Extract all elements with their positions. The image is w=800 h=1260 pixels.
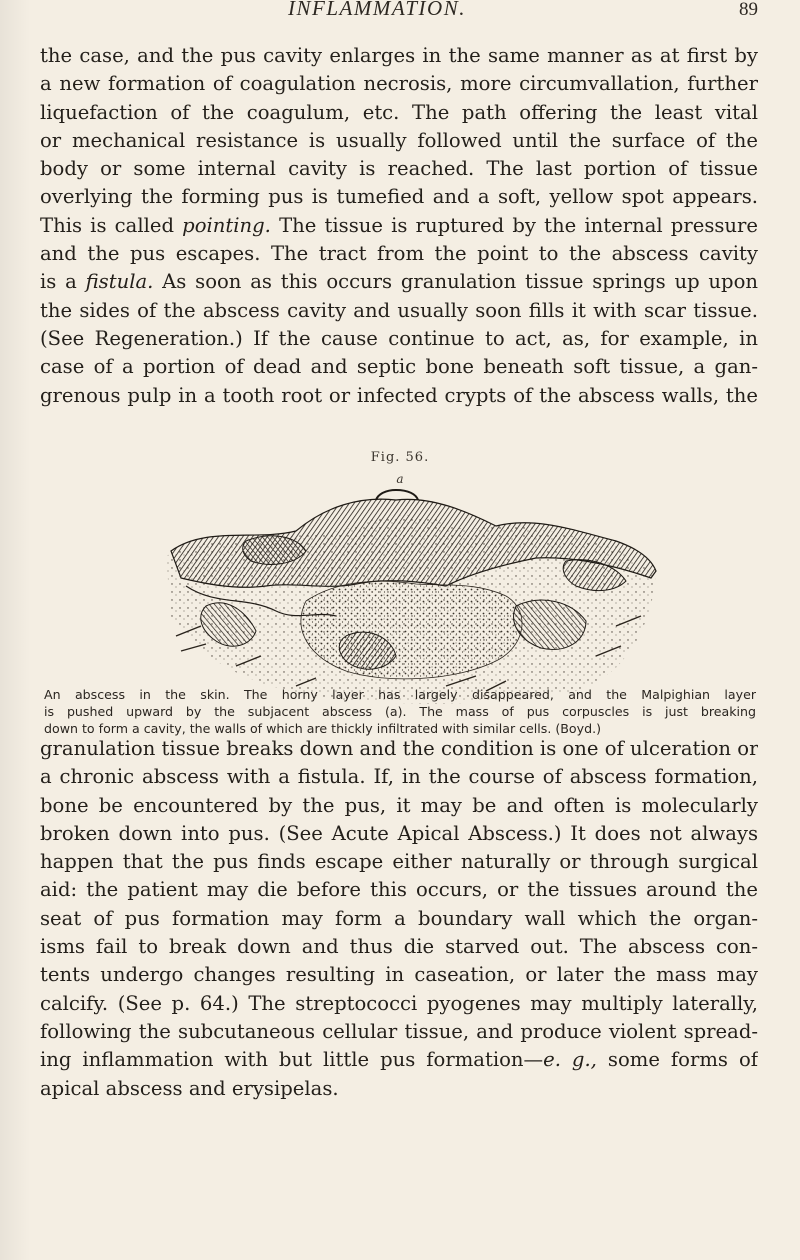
page-header [0, 0, 800, 24]
caption-line: down to form a cavity, the walls of which are thickly infiltrated with similar cells. (Boyd.) [44, 721, 601, 736]
text-line [40, 212, 758, 240]
text-line: tents undergo changes resulting in caseation, or later the mass may [40, 963, 758, 987]
term-fistula: fistula. [85, 270, 154, 294]
text-fragment: The tissue is ruptured by the internal pressure [270, 213, 758, 237]
page-number: 89 [739, 0, 758, 20]
text-line: grenous pulp in a tooth root or infected crypts of the abscess walls, the [40, 383, 758, 407]
text-fragment: ing inflammation with but little pus formation— [40, 1048, 544, 1072]
text-line: calcify. (See p. 64.) The streptococci pyogenes may multiply laterally, [40, 991, 758, 1015]
text-line: happen that the pus finds escape either naturally or through surgical [40, 850, 758, 874]
fiber-strokes [376, 490, 418, 500]
text-line: a new formation of coagulation necrosis, more circumvallation, further [40, 72, 758, 96]
running-title: INFLAMMATION. [288, 0, 466, 20]
figure-caption [44, 686, 756, 737]
text-line: seat of pus formation may form a boundary wall which the organ- [40, 906, 758, 930]
text-line: granulation tissue breaks down and the condition is one of ulceration or [40, 737, 758, 760]
text-line [40, 268, 758, 296]
abbrev-eg: e. g., [543, 1048, 597, 1072]
text-line: the sides of the abscess cavity and usually soon fills it with scar tissue. [40, 298, 758, 322]
text-line: and the pus escapes. The tract from the point to the abscess cavity [40, 242, 758, 266]
text-fragment: some forms of [596, 1048, 758, 1072]
text-fragment: is a [40, 270, 86, 294]
paragraph-1 [40, 42, 758, 410]
text-line: isms fail to break down and thus die starved out. The abscess con- [40, 935, 758, 959]
caption-line: An abscess in the skin. The horny layer has largely disappeared, and the Malpighian layer [44, 687, 756, 702]
text-line: apical abscess and erysipelas. [40, 1076, 339, 1100]
pus-mass [301, 581, 522, 679]
text-line: broken down into pus. (See Acute Apical Abscess.) It does not always [40, 821, 758, 845]
text-line: aid: the patient may die before this occurs, or the tissues around the [40, 878, 758, 902]
text-line: the case, and the pus cavity enlarges in the same manner as at first by [40, 44, 758, 67]
caption-line: is pushed upward by the subjacent abscess (a). The mass of pus corpuscles is just breaking [44, 704, 756, 719]
text-line: body or some internal cavity is reached. The last portion of tissue [40, 157, 758, 181]
text-line: overlying the forming pus is tumefied and a soft, yellow spot appears. [40, 185, 758, 209]
term-pointing: pointing. [182, 213, 271, 237]
abscess-illustration [146, 486, 672, 712]
text-line: case of a portion of dead and septic bone beneath soft tissue, a gan- [40, 355, 758, 379]
paragraph-2 [40, 735, 758, 1103]
text-fragment: This is called [40, 213, 183, 237]
text-line: a chronic abscess with a fistula. If, in the course of abscess formation, [40, 765, 758, 789]
text-line: liquefaction of the coagulum, etc. The path offering the least vital [40, 100, 758, 124]
text-line: bone be encountered by the pus, it may be and often is molecularly [40, 793, 758, 817]
text-line: or mechanical resistance is usually followed until the surface of the [40, 128, 758, 152]
text-line [40, 1046, 758, 1074]
figure-marker-a: a [396, 472, 404, 486]
text-line: following the subcutaneous cellular tissue, and produce violent spread- [40, 1019, 758, 1043]
figure-label: Fig. 56. [370, 450, 430, 465]
text-line: (See Regeneration.) If the cause continue to act, as, for example, in [40, 326, 758, 350]
text-fragment: As soon as this occurs granulation tissue springs up upon [153, 270, 758, 294]
